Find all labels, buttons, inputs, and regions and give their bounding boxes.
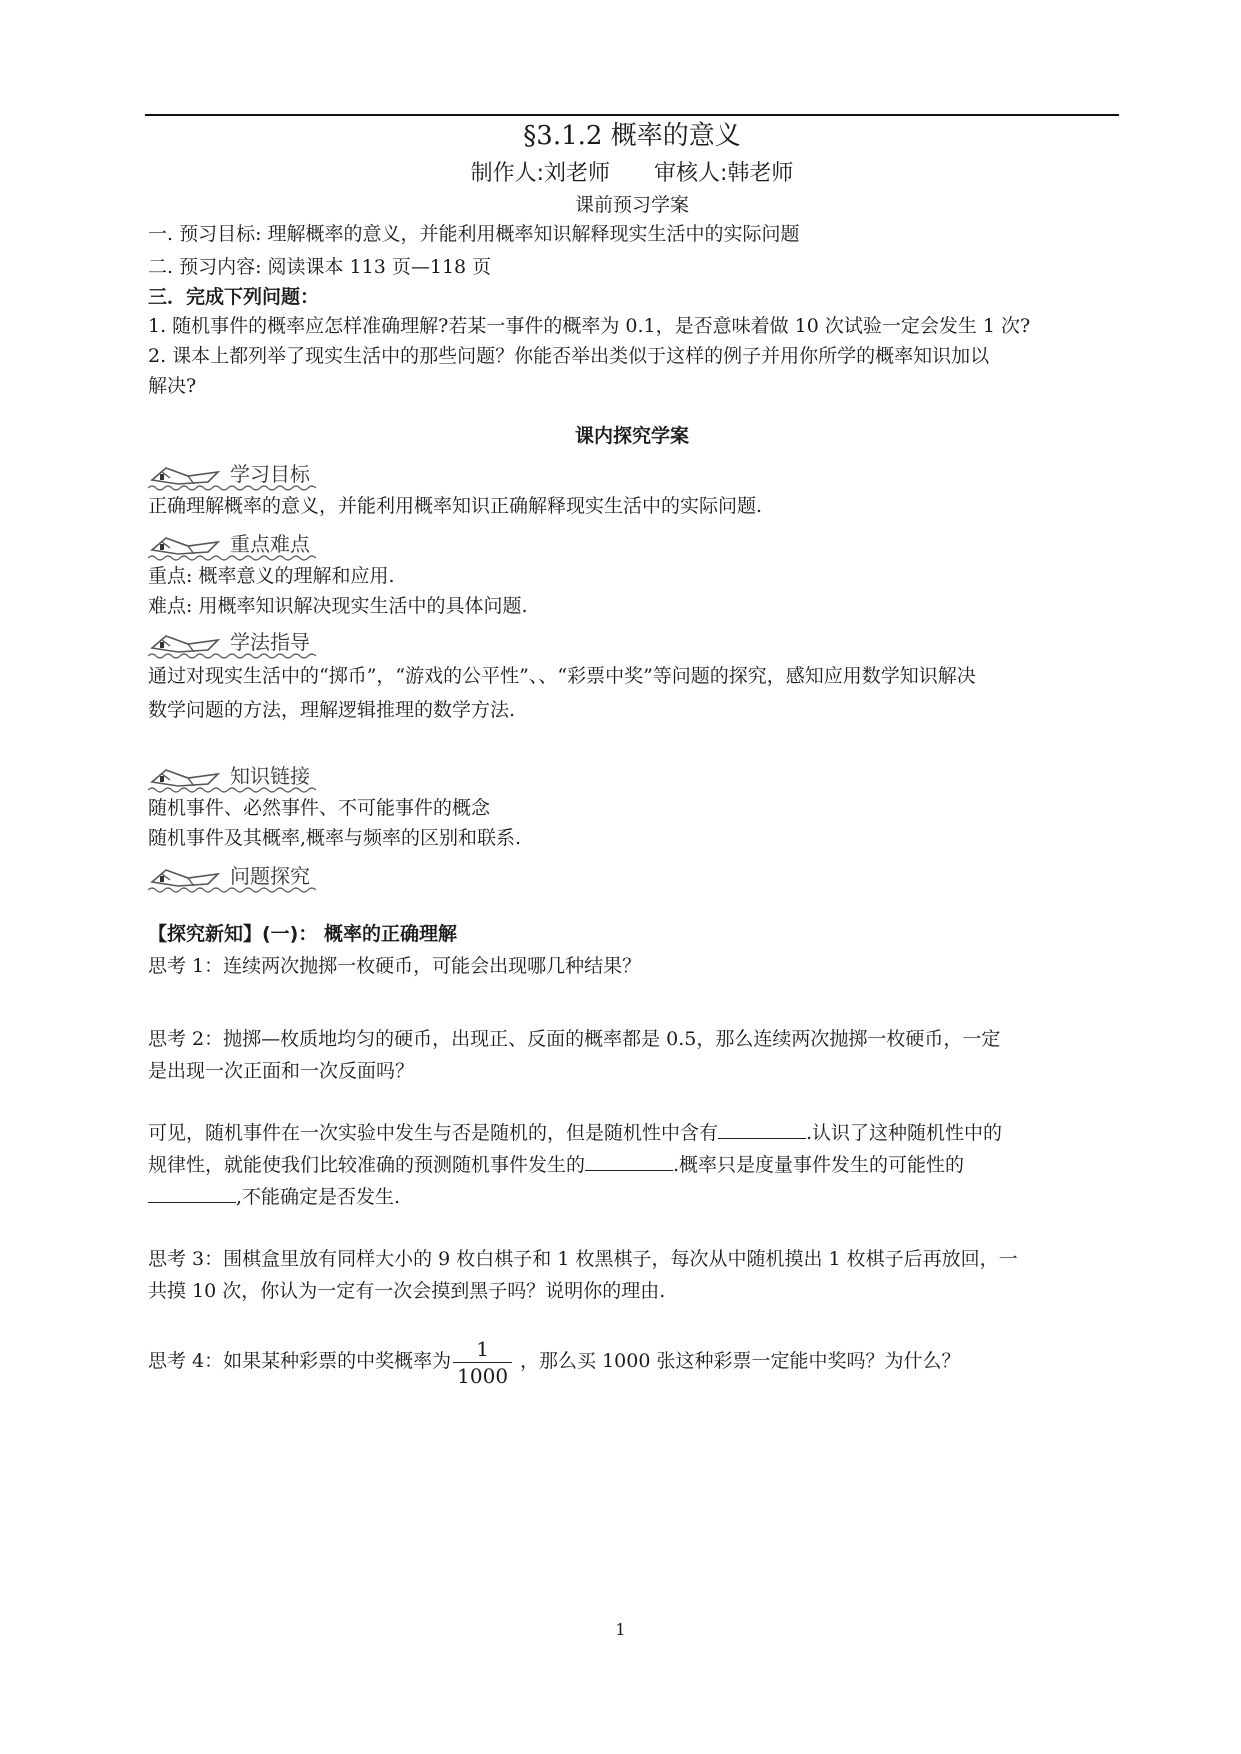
heading-label: 重点难点 bbox=[230, 532, 310, 556]
think-4-text: ，那么买 1000 张这种彩票一定能中奖吗？为什么？ bbox=[520, 1350, 961, 1372]
think-3-line-1: 思考 3：围棋盒里放有同样大小的 9 枚白棋子和 1 枚黑棋子，每次从中随机摸出 1 枚棋子后再放回，一 bbox=[148, 1248, 1018, 1270]
answer-blank-3[interactable] bbox=[148, 1184, 236, 1203]
fraction-numerator: 1 bbox=[476, 1336, 489, 1361]
knowledge-text-line-2: 随机事件及其概率,概率与频率的区别和联系. bbox=[148, 827, 522, 849]
learning-goal-text: 正确理解概率的意义，并能利用概率知识正确解释现实生活中的实际问题. bbox=[148, 495, 763, 517]
heading-learning-goal bbox=[148, 460, 348, 488]
wavy-underline bbox=[148, 652, 316, 660]
wavy-underline bbox=[148, 886, 316, 894]
key-point-text: 重点: 概率意义的理解和应用. bbox=[148, 565, 395, 587]
heading-problem bbox=[148, 862, 348, 890]
question-2-line-1: 2. 课本上都列举了现实生活中的那些问题？你能否举出类似于这样的例子并用你所学的概率知识加以 bbox=[148, 345, 990, 367]
heading-label: 知识链接 bbox=[230, 764, 310, 788]
think-4 bbox=[148, 1333, 1128, 1389]
fill-text: 规律性，就能使我们比较准确的预测随机事件发生的 bbox=[148, 1154, 586, 1176]
questions-heading: 三．完成下列问题： bbox=[148, 286, 320, 308]
fill-text: .认识了这种随机性中的 bbox=[806, 1122, 1003, 1144]
pre-section-title: 课前预习学案 bbox=[574, 194, 689, 216]
preview-content: 二. 预习内容: 阅读课本 113 页—118 页 bbox=[148, 256, 492, 278]
heading-key-points bbox=[148, 530, 348, 558]
fill-text: ,不能确定是否发生. bbox=[236, 1186, 401, 1208]
fraction-denominator: 1000 bbox=[457, 1363, 509, 1388]
heading-label: 学法指导 bbox=[230, 630, 310, 654]
answer-blank-2[interactable] bbox=[585, 1152, 673, 1171]
header-rule bbox=[145, 114, 1119, 116]
method-text-line-2: 数学问题的方法，理解逻辑推理的数学方法. bbox=[148, 699, 516, 721]
heading-method bbox=[148, 628, 348, 656]
heading-knowledge bbox=[148, 762, 348, 790]
fill-text: 可见，随机事件在一次实验中发生与否是随机的，但是随机性中含有 bbox=[148, 1122, 719, 1144]
page-number: 1 bbox=[615, 1620, 626, 1639]
fill-line-2 bbox=[148, 1149, 1128, 1182]
fill-line-1 bbox=[148, 1117, 1128, 1150]
preview-goal: 一. 预习目标: 理解概率的意义，并能利用概率知识解释现实生活中的实际问题 bbox=[148, 223, 800, 245]
difficult-point-text: 难点: 用概率知识解决现实生活中的具体问题. bbox=[148, 595, 528, 617]
question-2-line-2: 解决? bbox=[148, 375, 197, 397]
page-title: §3.1.2 概率的意义 bbox=[523, 121, 741, 151]
question-1: 1. 随机事件的概率应怎样准确理解?若某一事件的概率为 0.1，是否意味着做 10 次试验一定会发生 1 次? bbox=[148, 315, 1031, 337]
knowledge-text-line-1: 随机事件、必然事件、不可能事件的概念 bbox=[148, 797, 491, 819]
authors-line: 制作人:刘老师 审核人:韩老师 bbox=[470, 161, 794, 186]
think-2-line-2: 是出现一次正面和一次反面吗？ bbox=[148, 1060, 415, 1082]
think-4-text: 思考 4：如果某种彩票的中奖概率为 bbox=[148, 1350, 452, 1372]
probability-fraction bbox=[453, 1336, 512, 1389]
method-text-line-1: 通过对现实生活中的“掷币”，“游戏的公平性”、、“彩票中奖”等问题的探究，感知应用数学知识解决 bbox=[148, 665, 976, 687]
think-1: 思考 1：连续两次抛掷一枚硬币，可能会出现哪几种结果？ bbox=[148, 955, 642, 977]
fill-text: .概率只是度量事件发生的可能性的 bbox=[673, 1154, 965, 1176]
fill-line-3 bbox=[148, 1181, 1128, 1214]
think-3-line-2: 共摸 10 次，你认为一定有一次会摸到黑子吗？说明你的理由. bbox=[148, 1280, 666, 1302]
inclass-section-title: 课内探究学案 bbox=[574, 425, 689, 447]
answer-blank-1[interactable] bbox=[718, 1120, 806, 1139]
heading-label: 问题探究 bbox=[230, 864, 310, 888]
heading-label: 学习目标 bbox=[230, 462, 310, 486]
explore-heading: 【探究新知】(一)： 概率的正确理解 bbox=[148, 923, 457, 945]
think-2-line-1: 思考 2：抛掷—枚质地均匀的硬币，出现正、反面的概率都是 0.5，那么连续两次抛掷一枚硬币，一定 bbox=[148, 1028, 1001, 1050]
